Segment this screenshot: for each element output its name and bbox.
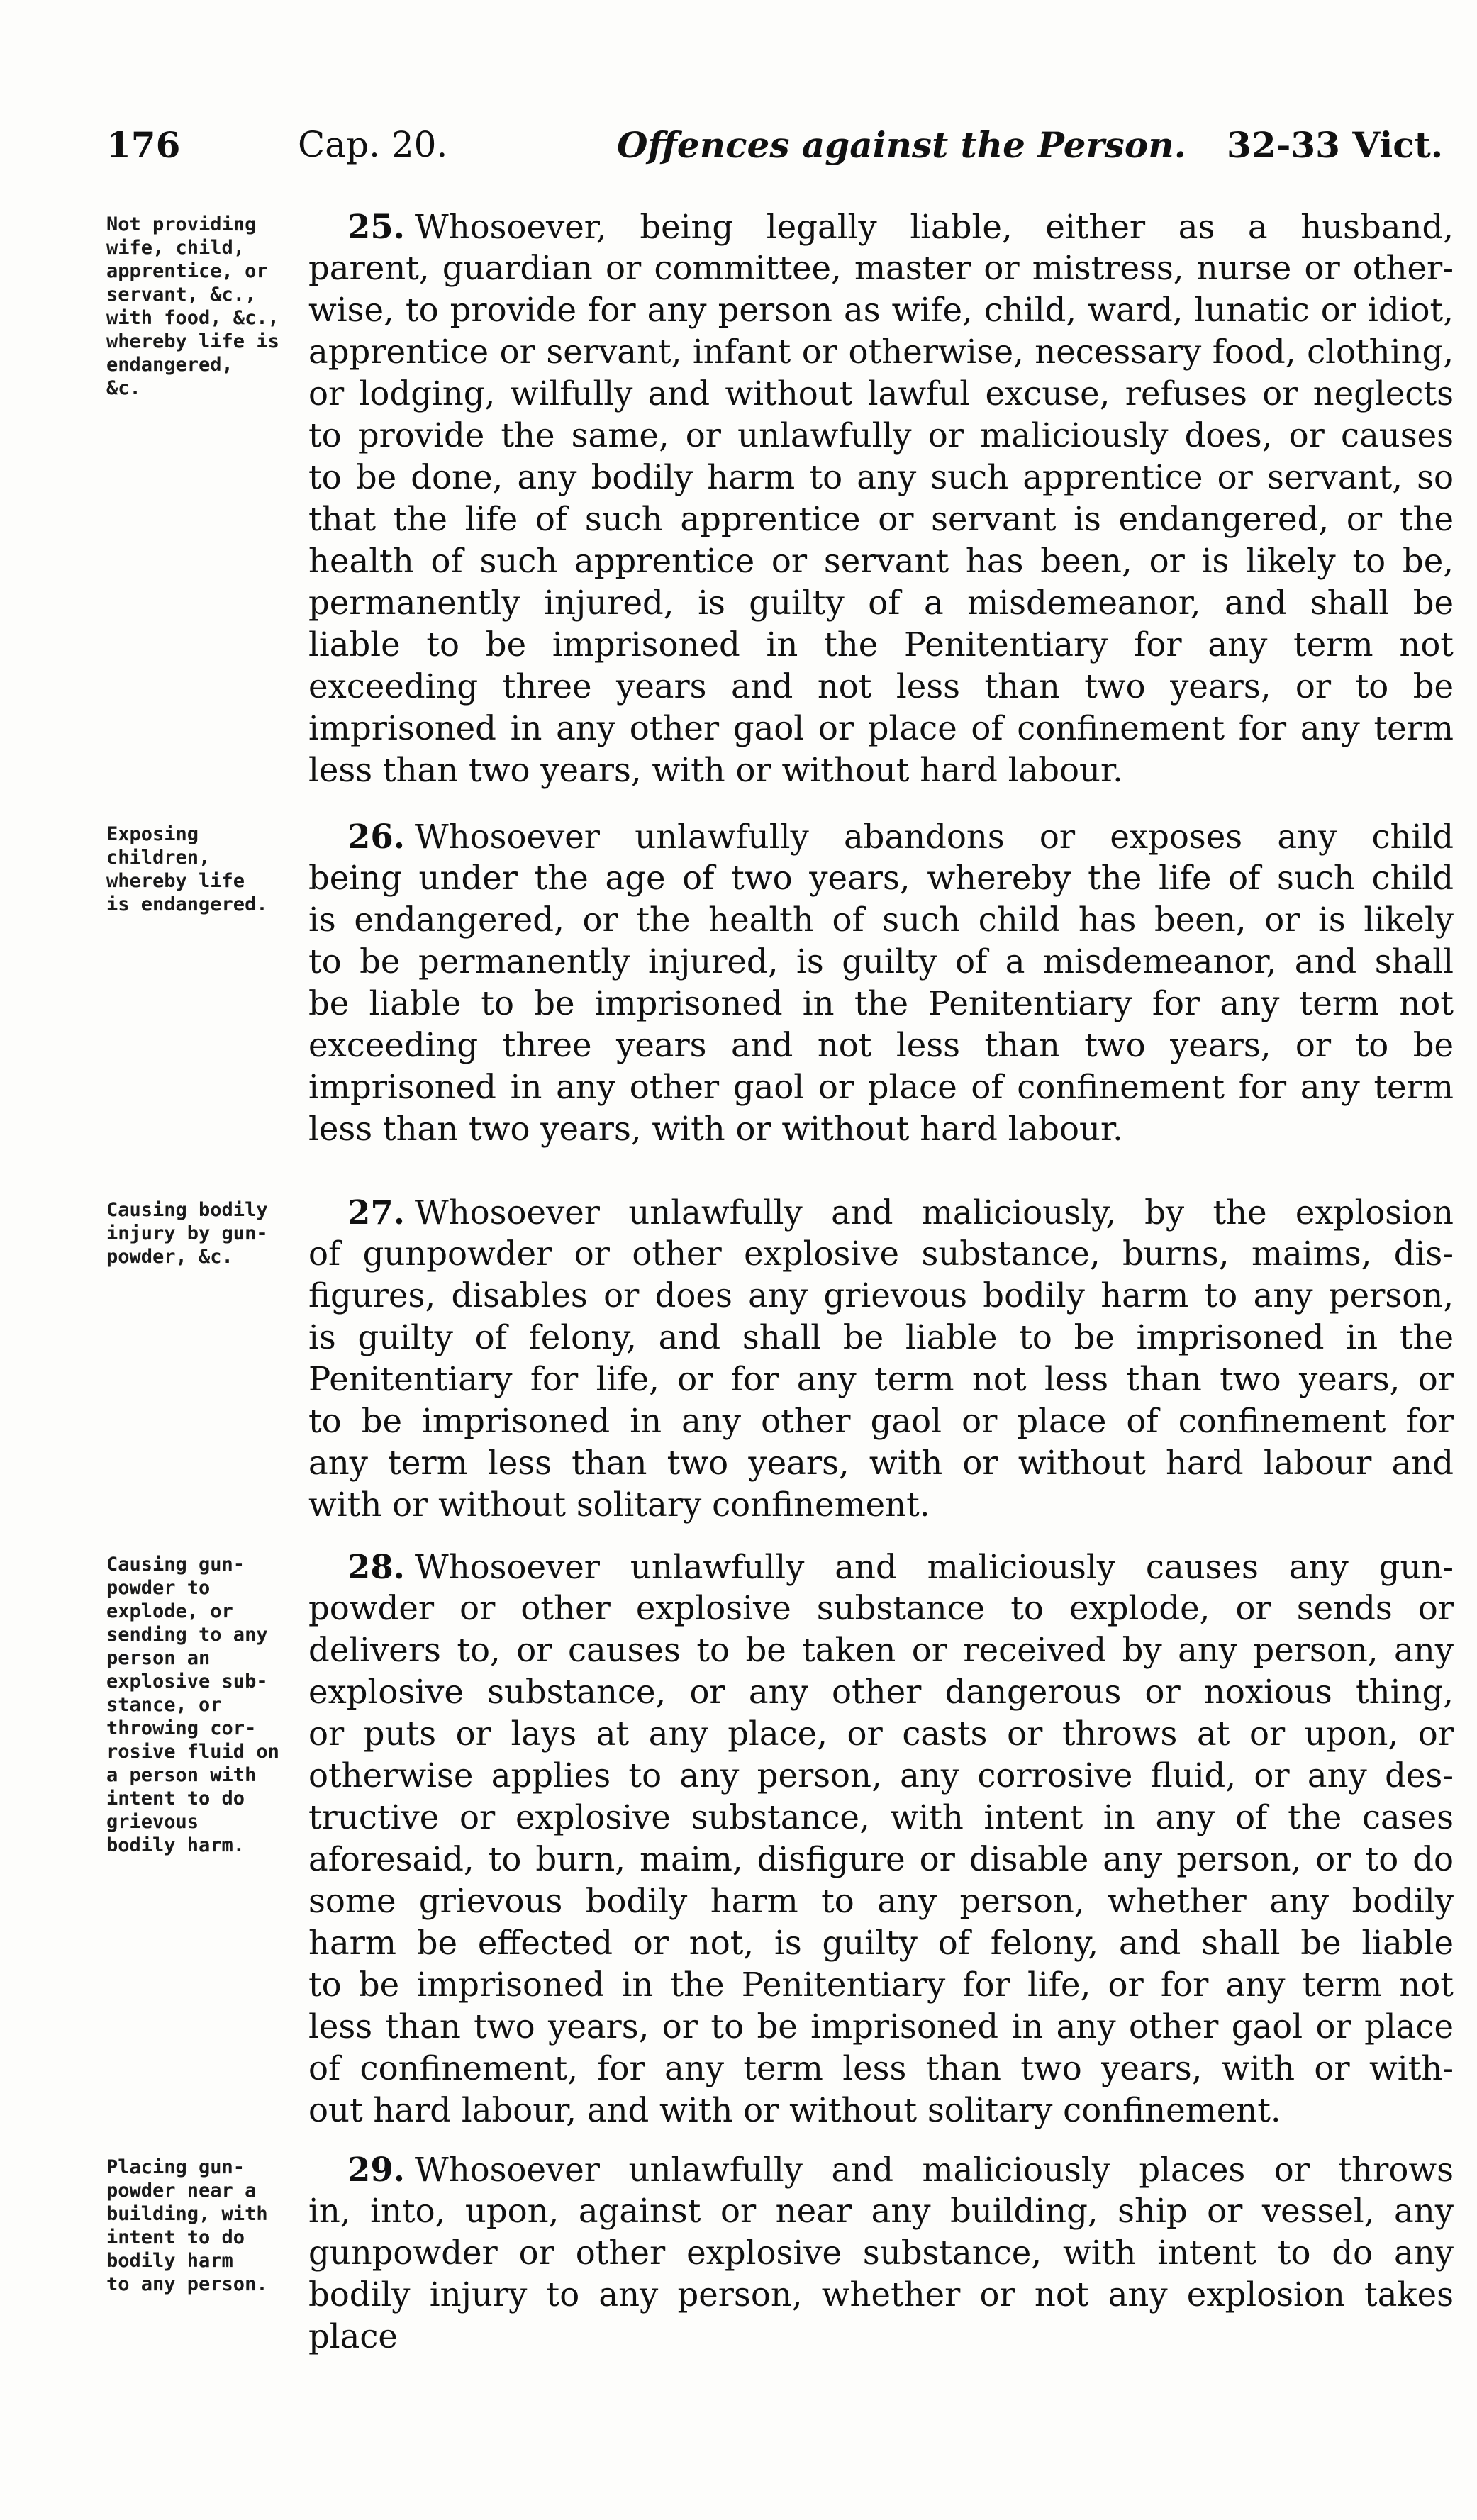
text-line: [308, 941, 1454, 983]
marginal-note-line: throwing cor-: [106, 1717, 257, 1739]
section-number: 25.: [347, 207, 405, 246]
text-line: [308, 1922, 1454, 1964]
marginal-note-line: rosive fluid on: [106, 1741, 279, 1763]
line-text: Whosoever unlawfully and maliciously causes any gun-: [414, 1548, 1454, 1586]
line-text: permanently injured, is guilty of a misdemeanor, and shall be: [308, 584, 1454, 622]
chapter-label: Cap. 20.: [298, 124, 448, 165]
marginal-note: [106, 1198, 305, 1269]
line-text: in, into, upon, against or near any building, ship or vessel, any: [308, 2192, 1454, 2230]
marginal-note-line: Causing bodily: [106, 1199, 268, 1221]
text-line: [308, 498, 1454, 540]
text-line: [308, 1400, 1454, 1442]
line-text: that the life of such apprentice or servant is endangered, or the: [308, 500, 1454, 538]
line-text: harm be effected or not, is guilty of felony, and shall be liable: [308, 1924, 1454, 1962]
line-text: with or without solitary confinement.: [308, 1485, 930, 1524]
marginal-note-line: endangered,: [106, 354, 233, 376]
running-title: Offences against the Person.: [617, 124, 1186, 166]
line-text: to be permanently injured, is guilty of a misdemeanor, and shall: [308, 942, 1454, 981]
marginal-note-line: apprentice, or: [106, 260, 268, 282]
line-text: wise, to provide for any person as wife, child, ward, lunatic or idiot,: [308, 291, 1454, 329]
text-line: [308, 2048, 1454, 2090]
line-text: or puts or lays at any place, or casts or throws at or upon, or: [308, 1715, 1454, 1753]
text-line: [308, 1066, 1454, 1108]
text-line: [308, 331, 1454, 373]
text-line: [308, 1880, 1454, 1922]
marginal-note-line: powder to: [106, 1577, 211, 1599]
marginal-note-line: whereby life is: [106, 330, 279, 352]
text-line: [308, 1359, 1454, 1400]
line-text: being under the age of two years, whereby the life of such child: [308, 859, 1454, 897]
regnal-year: 32-33 Vict.: [1227, 124, 1444, 166]
marginal-note-line: Exposing: [106, 823, 199, 845]
text-line: [308, 857, 1454, 899]
line-text: powder or other explosive substance to explode, or sends or: [308, 1589, 1454, 1627]
text-line: [308, 1108, 1454, 1150]
marginal-note-line: with food, &c.,: [106, 307, 279, 329]
text-line: [308, 2090, 1454, 2131]
text-line: [308, 1629, 1454, 1671]
text-line: [308, 1025, 1454, 1066]
text-line: [308, 206, 1454, 247]
text-line: [308, 1275, 1454, 1317]
line-text: to be imprisoned in the Penitentiary for life, or for any term not: [308, 1966, 1454, 2004]
line-text: imprisoned in any other gaol or place of confinement for any term: [308, 1068, 1454, 1106]
marginal-note-line: whereby life: [106, 870, 245, 892]
text-line: [308, 2316, 1454, 2358]
text-line: [308, 899, 1454, 941]
text-line: [308, 1755, 1454, 1797]
marginal-note-line: Causing gun-: [106, 1554, 245, 1576]
line-text: of confinement, for any term less than two years, with or with-: [308, 2049, 1454, 2087]
section-number: 29.: [347, 2150, 405, 2189]
line-text: any term less than two years, with or without hard labour and: [308, 1444, 1454, 1482]
text-line: [308, 666, 1454, 708]
marginal-note-line: Placing gun-: [106, 2156, 245, 2178]
text-line: [308, 2148, 1454, 2190]
line-text: out hard labour, and with or without solitary confinement.: [308, 2091, 1281, 2129]
line-text: exceeding three years and not less than two years, or to be: [308, 1026, 1454, 1064]
text-line: [308, 247, 1454, 289]
section-body: [308, 206, 1454, 791]
line-text: parent, guardian or committee, master or mistress, nurse or other-: [308, 249, 1454, 287]
line-text: Penitentiary for life, or for any term not less than two years, or: [308, 1360, 1454, 1398]
text-line: [308, 1233, 1454, 1275]
line-text: exceeding three years and not less than two years, or to be: [308, 667, 1454, 706]
page-number: 176: [106, 124, 181, 166]
text-line: [308, 983, 1454, 1025]
line-text: Whosoever, being legally liable, either as a husband,: [414, 208, 1454, 246]
marginal-note-line: injury by gun-: [106, 1222, 268, 1244]
section-number: 27.: [347, 1193, 405, 1232]
line-text: health of such apprentice or servant has been, or is likely to be,: [308, 542, 1454, 580]
text-line: [308, 1191, 1454, 1233]
running-head: [106, 124, 1454, 181]
line-text: Whosoever unlawfully and maliciously places or throws: [414, 2151, 1454, 2189]
text-line: [308, 582, 1454, 624]
line-text: be liable to be imprisoned in the Penitentiary for any term not: [308, 984, 1454, 1022]
text-line: [308, 749, 1454, 791]
line-text: figures, disables or does any grievous bodily harm to any person,: [308, 1276, 1454, 1315]
text-line: [308, 1546, 1454, 1588]
line-text: to be done, any bodily harm to any such apprentice or servant, so: [308, 458, 1454, 496]
text-line: [308, 2274, 1454, 2316]
text-line: [308, 1442, 1454, 1484]
marginal-note-line: intent to do: [106, 1788, 245, 1810]
text-line: [308, 624, 1454, 666]
marginal-note: [106, 823, 305, 916]
marginal-note-line: stance, or: [106, 1694, 222, 1716]
marginal-note-line: children,: [106, 847, 211, 869]
marginal-note-line: powder, &c.: [106, 1246, 233, 1268]
text-line: [308, 1317, 1454, 1359]
marginal-note-line: sending to any: [106, 1624, 268, 1646]
text-line: [308, 1588, 1454, 1629]
text-line: [308, 815, 1454, 857]
line-text: liable to be imprisoned in the Penitentiary for any term not: [308, 625, 1454, 664]
marginal-note-line: explode, or: [106, 1600, 233, 1622]
marginal-note: [106, 2156, 305, 2296]
section-number: 26.: [347, 817, 405, 856]
marginal-note-line: to any person.: [106, 2273, 268, 2295]
line-text: less than two years, with or without hard labour.: [308, 1110, 1123, 1148]
line-text: Whosoever unlawfully and maliciously, by the explosion: [414, 1193, 1454, 1232]
marginal-note-line: wife, child,: [106, 237, 245, 259]
section-body: [308, 2148, 1454, 2358]
text-line: [308, 457, 1454, 498]
text-line: [308, 1671, 1454, 1713]
line-text: less than two years, or to be imprisoned in any other gaol or place: [308, 2007, 1454, 2046]
marginal-note-line: servant, &c.,: [106, 284, 257, 306]
line-text: place: [308, 2317, 398, 2355]
marginal-note-line: a person with: [106, 1764, 257, 1786]
line-text: otherwise applies to any person, any corrosive fluid, or any des-: [308, 1756, 1454, 1795]
line-text: tructive or explosive substance, with intent in any of the cases: [308, 1798, 1454, 1836]
marginal-note: [106, 213, 305, 400]
section-body: [308, 1546, 1454, 2131]
marginal-note-line: grievous: [106, 1811, 199, 1833]
marginal-note-line: bodily harm: [106, 2250, 233, 2272]
text-line: [308, 1713, 1454, 1755]
line-text: or lodging, wilfully and without lawful excuse, refuses or neglects: [308, 374, 1454, 413]
text-line: [308, 289, 1454, 331]
marginal-note-line: &c.: [106, 377, 141, 399]
line-text: to provide the same, or unlawfully or maliciously does, or causes: [308, 416, 1454, 455]
line-text: explosive substance, or any other dangerous or noxious thing,: [308, 1673, 1454, 1711]
line-text: to be imprisoned in any other gaol or place of confinement for: [308, 1402, 1454, 1440]
text-line: [308, 1797, 1454, 1839]
text-line: [308, 2006, 1454, 2048]
marginal-note-line: building, with: [106, 2203, 268, 2225]
text-line: [308, 373, 1454, 415]
line-text: some grievous bodily harm to any person, whether any bodily: [308, 1882, 1454, 1920]
line-text: imprisoned in any other gaol or place of confinement for any term: [308, 709, 1454, 747]
line-text: is endangered, or the health of such child has been, or is likely: [308, 901, 1454, 939]
line-text: aforesaid, to burn, maim, disfigure or disable any person, or to do: [308, 1840, 1454, 1878]
marginal-note-line: bodily harm.: [106, 1834, 245, 1856]
line-text: Whosoever unlawfully abandons or exposes any child: [414, 818, 1454, 856]
line-text: apprentice or servant, infant or otherwise, necessary food, clothing,: [308, 333, 1454, 371]
line-text: gunpowder or other explosive substance, with intent to do any: [308, 2234, 1454, 2272]
marginal-note-line: intent to do: [106, 2226, 245, 2248]
section-body: [308, 815, 1454, 1150]
text-line: [308, 708, 1454, 749]
line-text: delivers to, or causes to be taken or received by any person, any: [308, 1631, 1454, 1669]
line-text: is guilty of felony, and shall be liable to be imprisoned in the: [308, 1318, 1454, 1356]
marginal-note-line: powder near a: [106, 2180, 257, 2202]
marginal-note-line: Not providing: [106, 213, 257, 235]
text-line: [308, 2190, 1454, 2232]
text-line: [308, 540, 1454, 582]
text-line: [308, 2232, 1454, 2274]
line-text: of gunpowder or other explosive substance, burns, maims, dis-: [308, 1234, 1454, 1273]
marginal-note-line: person an: [106, 1647, 211, 1669]
section-body: [308, 1191, 1454, 1526]
line-text: less than two years, with or without hard labour.: [308, 751, 1123, 789]
marginal-note: [106, 1553, 305, 1857]
marginal-note-line: is endangered.: [106, 893, 268, 915]
line-text: bodily injury to any person, whether or not any explosion takes: [308, 2275, 1454, 2314]
marginal-note-line: explosive sub-: [106, 1671, 268, 1693]
text-line: [308, 1484, 1454, 1526]
text-line: [308, 415, 1454, 457]
text-line: [308, 1964, 1454, 2006]
text-line: [308, 1839, 1454, 1880]
section-number: 28.: [347, 1547, 405, 1586]
